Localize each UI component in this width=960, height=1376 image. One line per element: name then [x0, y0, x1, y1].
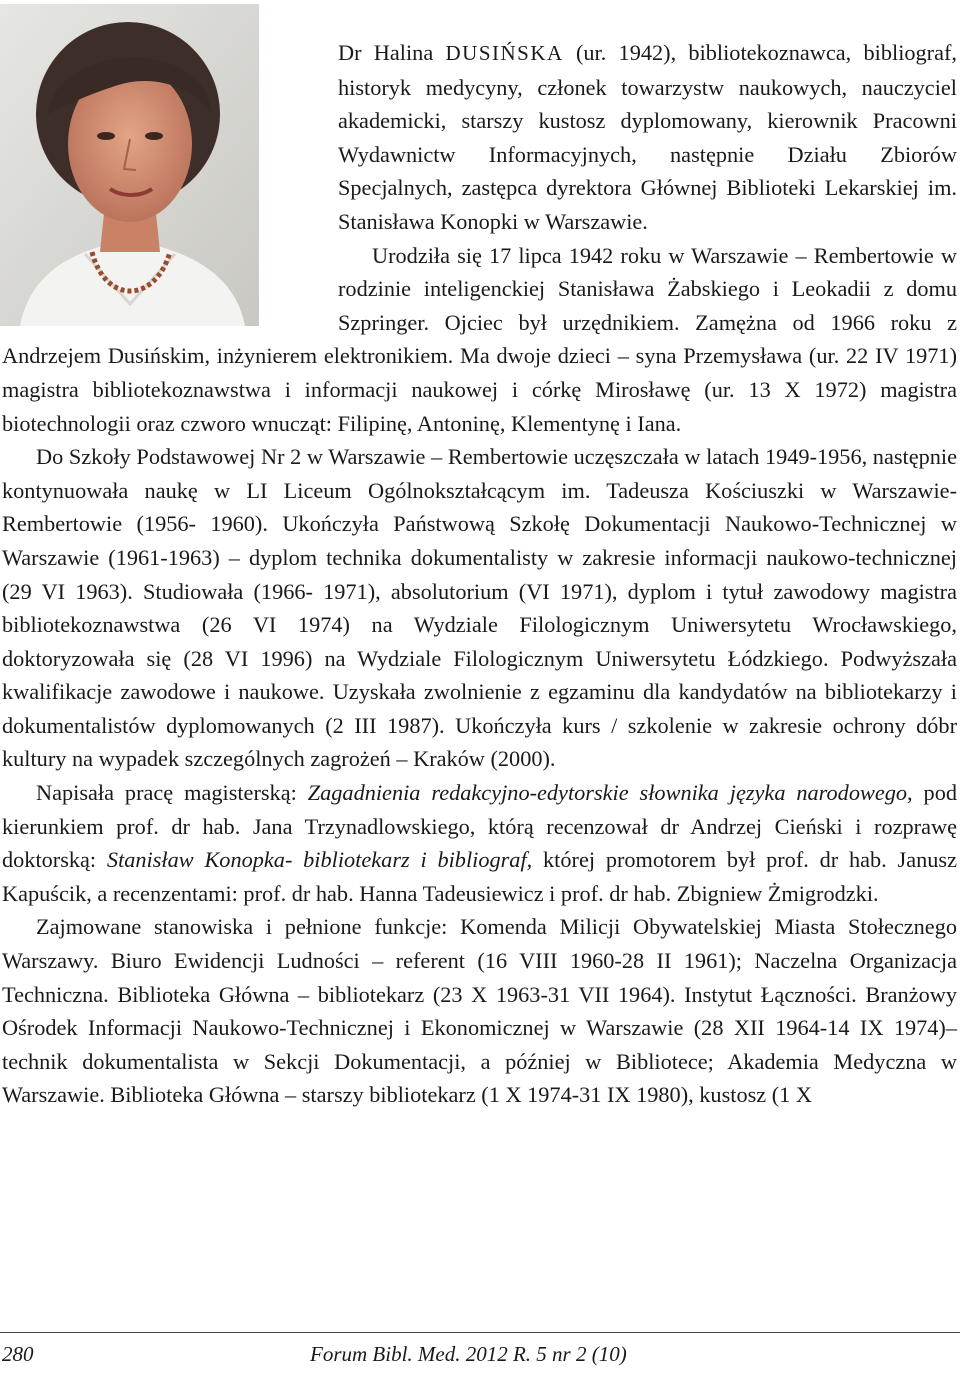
photo-spacer [2, 0, 338, 320]
theses-lead: Napisała pracę magisterską: [36, 780, 308, 806]
masters-thesis-title: Zagadnienia redakcyjno-edytorskie słownika języka narodowego, [307, 780, 913, 806]
footer-rule [0, 1332, 960, 1333]
theses-middle: pod kierunkiem prof. dr hab. Jana Trzynadlowskiego, którą recenzował dr Andrzej Cieński i rozprawę doktorską: [2, 780, 957, 873]
page-number: 280 [2, 1342, 34, 1366]
journal-citation: Forum Bibl. Med. 2012 R. 5 nr 2 (10) [310, 1342, 627, 1366]
intro-lead: Dr Halina [338, 40, 446, 65]
paragraph-family: Urodziła się 17 lipca 1942 roku w Warszawie – Rembertowie w rodzinie inteligenckiej Stanisława Żabskiego i Leokadii z domu Szpringer. Ojciec był urzędnikiem. Zamężna od 1966 roku z Andrzejem Dusińskim, inżynierem elektronikiem. Ma dwoje dzieci – syna Przemysława (ur. 22 IV 1971) magistra bibliotekoznawstwa i informacji naukowej i córkę Mirosławę (ur. 13 X 1972) magistra biotechnologii oraz czworo wnucząt: Filipinę, Antoninę, Klementynę i Iana. [2, 242, 957, 436]
paragraph-positions: Zajmowane stanowiska i pełnione funkcje: Komenda Milicji Obywatelskiej Miasta Stołecznego Warszawy. Biuro Ewidencji Ludności – referent (16 VIII 1960-28 II 1961); Naczelna Organizacja Techniczna. Biblioteka Główna – bibliotekarz (23 X 1963-31 VII 1964). Instytut Łączności. Branżowy Ośrodek Informacji Naukowo-Technicznej i Ekonomicznej w Warszawie (28 XII 1964-14 IX 1974)– technik dokumentalista w Sekcji Dokumentacji, a później w Bibliotece; Akademia Medyczna w Warszawie. Biblioteka Główna – starszy bibliotekarz (1 X 1974-31 IX 1980), kustosz (1 X [2, 914, 957, 1108]
article-body [2, 36, 957, 1112]
author-surname: DUSIŃSKA [445, 41, 564, 65]
doctoral-thesis-title: Stanisław Konopka- bibliotekarz i bibliograf, [106, 847, 533, 873]
paragraph-theses [2, 776, 957, 910]
intro-rest: (ur. 1942), bibliotekoznawca, bibliograf, historyk medycyny, członek towarzystw naukowych, nauczyciel akademicki, starszy kustosz dyplomowany, kierownik Pracowni Wydawnictw Informacyjnych, następnie Działu Zbiorów Specjalnych, zastępca dyrektora Głównej Biblioteki Lekarskiej im. Stanisława Konopki w Warszawie. [338, 40, 958, 234]
paragraph-education: Do Szkoły Podstawowej Nr 2 w Warszawie – Rembertowie uczęszczała w latach 1949-1956, następnie kontynuowała naukę w LI Liceum Ogólnokształcącym im. Tadeusza Kościuszki w Warszawie-Rembertowie (1956- 1960). Ukończyła Państwową Szkołę Dokumentacji Naukowo-Technicznej w Warszawie (1961-1963) – dyplom technika dokumentalisty w zakresie informacji naukowo-technicznej (29 VI 1963). Studiowała (1966- 1971), absolutorium (VI 1971), dyplom i tytuł zawodowy magistra bibliotekoznawstwa (26 VI 1974) na Wydziale Filologicznym Uniwersytetu Wrocławskiego, doktoryzowała się (28 VI 1996) na Wydziale Filologicznym Uniwersytetu Łódzkiego. Podwyższała kwalifikacje zawodowe i naukowe. Uzyskała zwolnienie z egzaminu dla kandydatów na bibliotekarzy i dokumentalistów dyplomowanych (2 III 1987). Ukończyła kurs / szkolenie w zakresie ochrony dóbr kultury na wypadek szczególnych zagrożeń – Kraków (2000). [2, 444, 957, 772]
theses-end: której promotorem był prof. dr hab. Janusz Kapuścik, a recenzentami: prof. dr hab. Hanna Tadeusiewicz i prof. dr hab. Zbigniew Żmigrodzki. [2, 847, 957, 906]
